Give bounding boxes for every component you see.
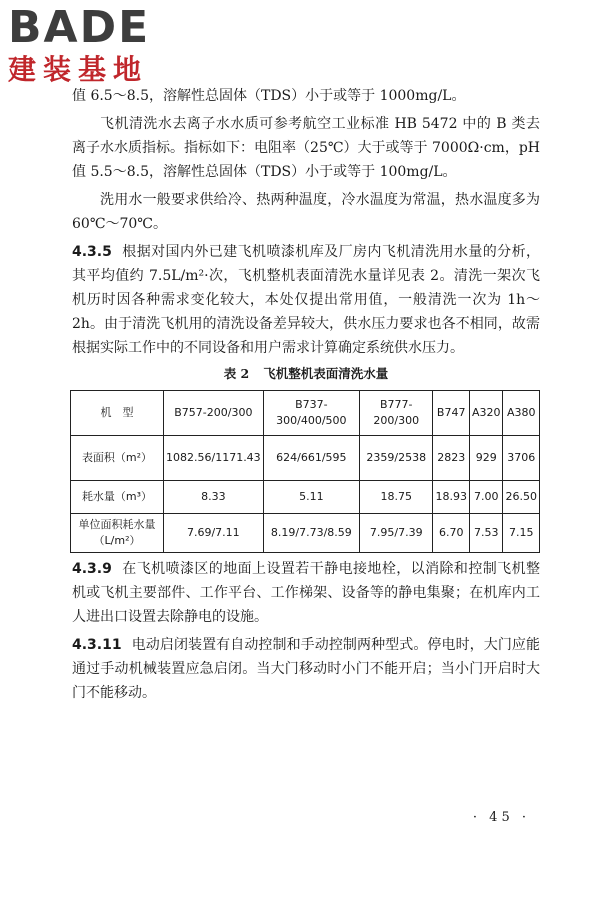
table-row: [71, 481, 540, 514]
table-caption: [72, 364, 540, 384]
table-header-row: [71, 391, 540, 436]
logo-wordmark: BADE: [8, 2, 151, 53]
header-cell: B757-200/300: [164, 391, 264, 436]
bade-logo: [8, 4, 150, 86]
header-cell: B747: [433, 391, 470, 436]
table-cell: 929: [469, 436, 503, 481]
table-cell: 7.53: [469, 514, 503, 553]
table-cell: 8.33: [164, 481, 264, 514]
section-number: 4.3.11: [72, 637, 122, 653]
section-4-3-11: [72, 633, 540, 705]
table-cell: 18.93: [433, 481, 470, 514]
table-cell: 7.69/7.11: [164, 514, 264, 553]
paragraph-wash-water-temperature: 洗用水一般要求供给冷、热两种温度，冷水温度为常温，热水温度多为 60℃～70℃。: [72, 192, 540, 232]
table-cell: 1082.56/1171.43: [164, 436, 264, 481]
table-cell: 3706: [503, 436, 540, 481]
header-cell: 机 型: [71, 391, 164, 436]
header-cell: B777-200/300: [360, 391, 433, 436]
table-cell: 5.11: [263, 481, 359, 514]
table-cell: 2823: [433, 436, 470, 481]
table-cell: 18.75: [360, 481, 433, 514]
section-4-3-9: [72, 557, 540, 629]
table-cell: 8.19/7.73/8.59: [263, 514, 359, 553]
table-cell: 2359/2538: [360, 436, 433, 481]
logo-chinese-text: 建装基地: [8, 53, 149, 86]
header-cell: A380: [503, 391, 540, 436]
table-cell: 7.15: [503, 514, 540, 553]
table-row: [71, 514, 540, 553]
table-caption-number: 表 2: [223, 366, 250, 381]
table-cell: 7.95/7.39: [360, 514, 433, 553]
page-number: · 45 ·: [472, 810, 530, 825]
table-cell: 624/661/595: [263, 436, 359, 481]
table-cell: 26.50: [503, 481, 540, 514]
header-cell: A320: [469, 391, 503, 436]
section-4-3-5: [72, 240, 540, 360]
row-label: 耗水量（m³）: [71, 481, 164, 514]
section-text: 电动启闭装置有自动控制和手动控制两种型式。停电时，大门应能通过手动机械装置应急启闭。当大门移动时小门不能开启；当小门开启时大门不能移动。: [72, 637, 540, 701]
row-label: 单位面积耗水量（L/m²）: [71, 514, 164, 553]
header-cell: B737-300/400/500: [263, 391, 359, 436]
table-cell: 7.00: [469, 481, 503, 514]
paragraph-deionized-water: 飞机清洗水去离子水水质可参考航空工业标准 HB 5472 中的 B 类去离子水水质指标。指标如下：电阻率（25℃）大于或等于 7000Ω·cm，pH 值 5.5～8.5，溶解性总固体（TDS）小于或等于 100mg/L。: [72, 116, 540, 180]
wash-water-table: [70, 390, 540, 553]
paragraph-continued: 值 6.5～8.5，溶解性总固体（TDS）小于或等于 1000mg/L。: [72, 88, 466, 104]
section-text: 在飞机喷漆区的地面上设置若干静电接地栓，以消除和控制飞机整机或飞机主要部件、工作平台、工作梯架、设备等的静电集聚；在机库内工人进出口设置去除静电的设施。: [72, 561, 540, 625]
table-caption-title: 飞机整机表面清洗水量: [263, 366, 389, 381]
row-label: 表面积（m²）: [71, 436, 164, 481]
table-cell: 6.70: [433, 514, 470, 553]
section-text: 根据对国内外已建飞机喷漆机库及厂房内飞机清洗用水量的分析，其平均值约 7.5L/m²·次，飞机整机表面清洗水量详见表 2。清洗一架次飞机历时因各种需求变化较大，本处仅提出常用值，一般清洗一次为 1h～2h。由于清洗飞机用的清洗设备差异较大，供水压力要求也各不相同，故需根据实际工作中的不同设备和用户需求计算确定系统供水压力。: [72, 244, 540, 356]
section-number: 4.3.5: [72, 244, 112, 260]
table-row: [71, 436, 540, 481]
section-number: 4.3.9: [72, 561, 112, 577]
document-page: [72, 84, 540, 705]
